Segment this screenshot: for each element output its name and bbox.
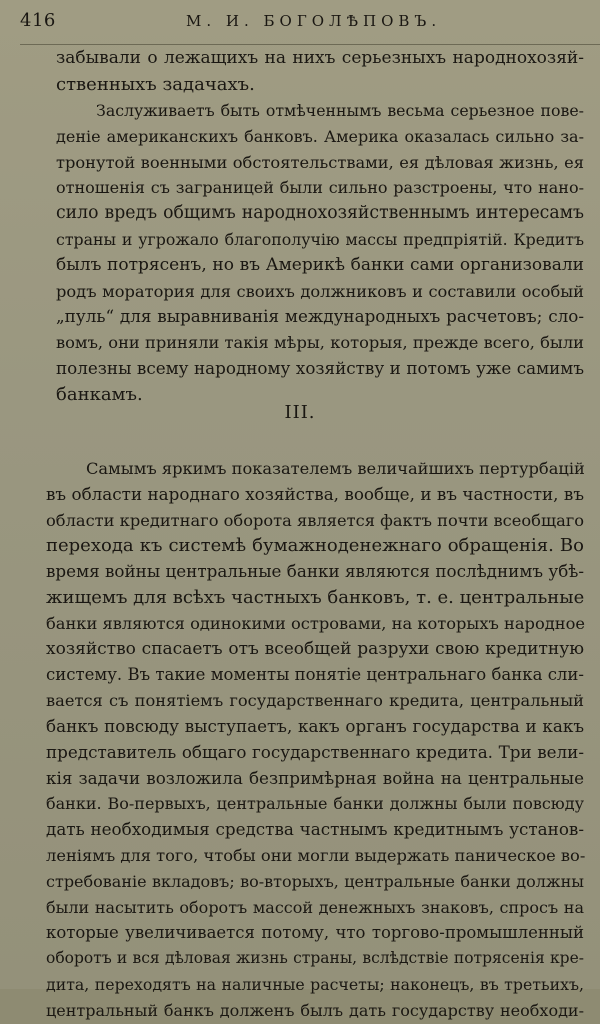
page-number: 416: [20, 10, 56, 31]
text-line: леніямъ для того, чтобы они могли выдержать паническое во-: [46, 845, 586, 865]
text-line: „пуль“ для выравниванія международныхъ расчетовъ; сло-: [56, 306, 584, 327]
text-line: оборотъ и вся дѣловая жизнь страны, вслѣдствіе потрясенія кре-: [46, 949, 584, 968]
paragraph-continuation: [56, 46, 584, 98]
running-head-author: М. И. БОГОЛѢПОВЪ.: [186, 12, 442, 30]
text-line: полезны всему народному хозяйству и потомъ уже самимъ: [56, 357, 584, 378]
text-line: области кредитнаго оборота является фактъ почти всеобщаго: [46, 510, 585, 530]
text-line: былъ потрясенъ, но въ Америкѣ банки сами организовали: [56, 254, 584, 275]
text-line: вомъ, они приняли такія мѣры, которыя, прежде всего, были: [56, 333, 584, 353]
text-line: банки являются одинокими островами, на которыхъ народное: [46, 613, 585, 633]
text-line: родъ моратория для своихъ должниковъ и составили особый: [56, 281, 584, 301]
text-line: Заслуживаетъ быть отмѣченнымъ весьма серьезное пове-: [96, 101, 584, 120]
text-line: сило вредъ общимъ народнохозяйственнымъ интересамъ: [56, 203, 584, 224]
header-rule: [20, 44, 600, 45]
text-line: отношенія съ заграницей были сильно разстроены, что нано-: [56, 178, 584, 198]
text-line: вается съ понятіемъ государственнаго кредита, центральный: [46, 691, 584, 711]
text-line: хозяйство спасаетъ отъ всеобщей разрухи свою кредитную: [46, 638, 584, 659]
text-line: время войны центральные банки являются послѣднимъ убѣ-: [46, 561, 585, 582]
text-line: дита, переходятъ на наличные расчеты; наконецъ, въ третьихъ,: [46, 974, 584, 994]
text-line: кія задачи возложила безпримѣрная война на центральные: [46, 767, 584, 788]
text-line: деніе американскихъ банковъ. Америка оказалась сильно за-: [56, 126, 584, 146]
paragraph-american-banks: [56, 98, 584, 408]
text-line: систему. Въ такие моменты понятіе центральнаго банка сли-: [46, 665, 584, 685]
text-line: банки. Во-первыхъ, центральные банки должны были повсюду: [46, 794, 584, 814]
text-line: въ области народнаго хозяйства, вообще, и въ частности, въ: [46, 483, 584, 504]
text-line: забывали о лежащихъ на нихъ серьезныхъ народнохозяй-: [56, 48, 584, 68]
running-head: [20, 10, 584, 32]
text-line: перехода къ системѣ бумажноденежнаго обращенія. Во: [46, 535, 584, 557]
text-line: банкамъ.: [56, 383, 143, 405]
text-line: которые увеличивается потому, что торгово-промышленный: [46, 923, 584, 943]
text-line: стребованіе вкладовъ; во-вторыхъ, центральные банки должны: [46, 871, 584, 891]
text-line: страны и угрожало благополучію массы предпріятій. Кредитъ: [56, 229, 584, 249]
paragraph-section-three: [46, 456, 584, 1024]
text-line: представитель общаго государственнаго кредита. Три вели-: [46, 741, 584, 762]
section-heading: III.: [284, 402, 316, 423]
text-line: ственныхъ задачахъ.: [56, 73, 255, 95]
text-line: центральный банкъ долженъ былъ дать государству необходи-: [46, 1000, 584, 1020]
text-line: Самымъ яркимъ показателемъ величайшихъ пертурбацій: [86, 459, 585, 478]
text-line: были насытить оборотъ массой денежныхъ знаковъ, спросъ на: [46, 897, 584, 917]
text-line: дать необходимыя средства частнымъ кредитнымъ установ-: [46, 819, 584, 840]
text-line: жищемъ для всѣхъ частныхъ банковъ, т. е. центральные: [46, 586, 585, 608]
text-line: банкъ повсюду выступаетъ, какъ органъ государства и какъ: [46, 715, 584, 736]
text-line: тронутой военными обстоятельствами, ея дѣловая жизнь, ея: [56, 152, 584, 172]
